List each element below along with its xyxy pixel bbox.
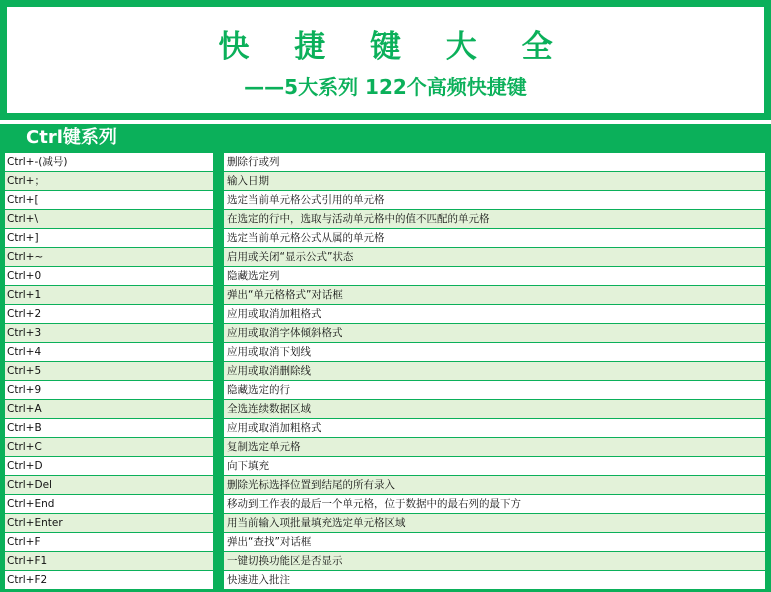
table-row[interactable] [5, 438, 765, 456]
table-row[interactable] [5, 552, 765, 570]
table-row[interactable] [5, 457, 765, 475]
shortcut-description-cell[interactable]: 选定当前单元格公式引用的单元格 [224, 191, 765, 209]
shortcut-key-cell[interactable]: Ctrl+9 [5, 381, 213, 399]
shortcut-key-cell[interactable]: Ctrl+B [5, 419, 213, 437]
shortcut-key-cell[interactable]: Ctrl+D [5, 457, 213, 475]
shortcut-key-cell[interactable]: Ctrl+0 [5, 267, 213, 285]
section-title: Ctrl键系列 [26, 127, 117, 148]
table-row[interactable] [5, 343, 765, 361]
shortcut-key-cell[interactable]: Ctrl+A [5, 400, 213, 418]
shortcut-key-cell[interactable]: Ctrl+\ [5, 210, 213, 228]
shortcut-key-cell[interactable]: Ctrl+； [5, 172, 213, 190]
page-title: 快 捷 键 大 全 [218, 29, 570, 65]
shortcut-description-cell[interactable]: 应用或取消删除线 [224, 362, 765, 380]
shortcut-key-cell[interactable]: Ctrl+C [5, 438, 213, 456]
shortcut-description-cell[interactable]: 应用或取消加粗格式 [224, 305, 765, 323]
shortcut-description-cell[interactable]: 弹出“单元格格式”对话框 [224, 286, 765, 304]
shortcut-description-cell[interactable]: 启用或关闭“显示公式”状态 [224, 248, 765, 266]
shortcut-key-cell[interactable]: Ctrl+[ [5, 191, 213, 209]
shortcut-table [5, 153, 765, 590]
shortcut-key-cell[interactable]: Ctrl+F1 [5, 552, 213, 570]
table-row[interactable] [5, 305, 765, 323]
shortcut-key-cell[interactable]: Ctrl+] [5, 229, 213, 247]
shortcut-description-cell[interactable]: 隐藏选定的行 [224, 381, 765, 399]
table-row[interactable] [5, 286, 765, 304]
shortcut-key-cell[interactable]: Ctrl+~ [5, 248, 213, 266]
table-row[interactable] [5, 533, 765, 551]
shortcut-description-cell[interactable]: 应用或取消字体倾斜格式 [224, 324, 765, 342]
table-row[interactable] [5, 324, 765, 342]
shortcut-key-cell[interactable]: Ctrl+Enter [5, 514, 213, 532]
shortcut-key-cell[interactable]: Ctrl+3 [5, 324, 213, 342]
table-row[interactable] [5, 229, 765, 247]
table-row[interactable] [5, 362, 765, 380]
shortcut-description-cell[interactable]: 向下填充 [224, 457, 765, 475]
shortcut-description-cell[interactable]: 选定当前单元格公式从属的单元格 [224, 229, 765, 247]
table-row[interactable] [5, 571, 765, 589]
shortcut-key-cell[interactable]: Ctrl+1 [5, 286, 213, 304]
table-row[interactable] [5, 267, 765, 285]
table-row[interactable] [5, 381, 765, 399]
ctrl-section [0, 124, 771, 592]
table-row[interactable] [5, 419, 765, 437]
table-row[interactable] [5, 476, 765, 494]
table-row[interactable] [5, 153, 765, 171]
table-row[interactable] [5, 514, 765, 532]
shortcut-description-cell[interactable]: 全选连续数据区域 [224, 400, 765, 418]
shortcut-description-cell[interactable]: 移动到工作表的最后一个单元格，位于数据中的最右列的最下方 [224, 495, 765, 513]
table-row[interactable] [5, 248, 765, 266]
shortcut-description-cell[interactable]: 输入日期 [224, 172, 765, 190]
shortcut-key-cell[interactable]: Ctrl+F [5, 533, 213, 551]
shortcut-key-cell[interactable]: Ctrl+Del [5, 476, 213, 494]
shortcut-key-cell[interactable]: Ctrl+F2 [5, 571, 213, 589]
shortcut-key-cell[interactable]: Ctrl+5 [5, 362, 213, 380]
header-panel [7, 7, 764, 113]
shortcut-key-cell[interactable]: Ctrl+End [5, 495, 213, 513]
shortcut-key-cell[interactable]: Ctrl+2 [5, 305, 213, 323]
shortcut-description-cell[interactable]: 隐藏选定列 [224, 267, 765, 285]
shortcut-description-cell[interactable]: 用当前输入项批量填充选定单元格区域 [224, 514, 765, 532]
shortcut-description-cell[interactable]: 在选定的行中，选取与活动单元格中的值不匹配的单元格 [224, 210, 765, 228]
table-row[interactable] [5, 172, 765, 190]
shortcut-description-cell[interactable]: 删除行或列 [224, 153, 765, 171]
shortcut-key-cell[interactable]: Ctrl+4 [5, 343, 213, 361]
page-subtitle: ——5大系列 122个高频快捷键 [244, 75, 527, 99]
table-row[interactable] [5, 191, 765, 209]
shortcut-description-cell[interactable]: 弹出“查找”对话框 [224, 533, 765, 551]
header-banner [0, 0, 771, 120]
shortcut-description-cell[interactable]: 应用或取消下划线 [224, 343, 765, 361]
table-row[interactable] [5, 495, 765, 513]
table-row[interactable] [5, 400, 765, 418]
shortcut-description-cell[interactable]: 一键切换功能区是否显示 [224, 552, 765, 570]
shortcut-description-cell[interactable]: 删除光标选择位置到结尾的所有录入 [224, 476, 765, 494]
shortcut-description-cell[interactable]: 复制选定单元格 [224, 438, 765, 456]
shortcut-description-cell[interactable]: 应用或取消加粗格式 [224, 419, 765, 437]
shortcut-description-cell[interactable]: 快速进入批注 [224, 571, 765, 589]
table-row[interactable] [5, 210, 765, 228]
shortcut-key-cell[interactable]: Ctrl+-(减号) [5, 153, 213, 171]
